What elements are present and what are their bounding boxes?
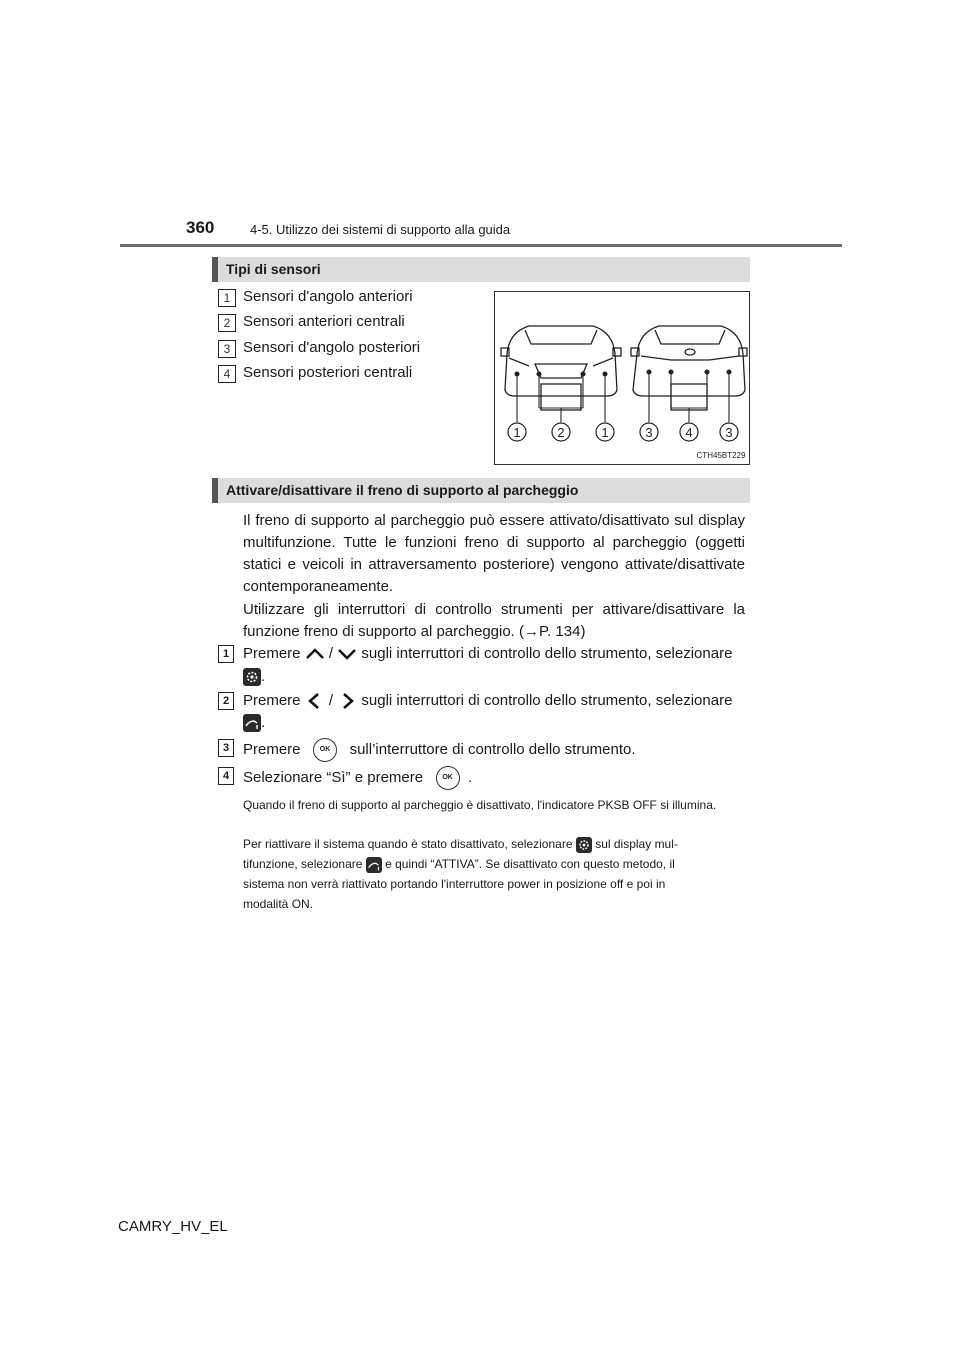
parking-support-brake-icon — [243, 714, 261, 732]
item-label: Sensori anteriori centrali — [243, 313, 405, 330]
car-front-icon — [501, 326, 621, 410]
item-label: Sensori d'angolo anteriori — [243, 288, 413, 305]
paragraph: Utilizzare gli interruttori di controllo strumenti per attivare/disattivare la funzione freno di supporto al parcheggio. (→P. 134) — [243, 601, 745, 640]
car-rear-icon — [631, 326, 747, 410]
chevron-down-icon — [337, 647, 357, 661]
callout-label: 3 — [645, 425, 653, 440]
paragraph: Il freno di supporto al parcheggio può essere attivato/disattivato sul display multifunzione. Tutte le funzioni freno di supporto al parcheggio (oggetti statici e veicoli in attraversamento posteriore) vengono attivate/disattivate contemporaneamente. — [243, 512, 745, 595]
note-line: modalità ON. — [243, 897, 314, 911]
chevron-up-icon — [305, 647, 325, 661]
settings-gear-icon — [243, 668, 261, 686]
section-title-parking-brake: Attivare/disattivare il freno di supporto al parcheggio — [212, 478, 750, 503]
settings-gear-icon — [576, 837, 592, 853]
ok-button-icon: OK — [436, 766, 460, 790]
chevron-right-icon — [337, 692, 357, 710]
step-text-part: Selezionare “Sì” e premere — [243, 768, 424, 786]
step-text-part: . — [261, 668, 266, 685]
step-number: 4 — [218, 767, 234, 785]
step-text — [243, 766, 472, 790]
note-text: sul display mul- — [595, 837, 678, 851]
step-text — [243, 738, 636, 762]
callout-label: 1 — [601, 425, 609, 440]
step-text-part: / — [328, 692, 334, 709]
car-illustration — [495, 292, 749, 464]
parking-support-brake-icon — [366, 857, 382, 873]
section-title-sensor-types: Tipi di sensori — [212, 257, 750, 282]
chevron-left-icon — [305, 692, 325, 710]
callout-label: 1 — [513, 425, 521, 440]
step-continuation — [243, 668, 265, 686]
step-continuation — [243, 714, 265, 732]
callout-label: 2 — [557, 425, 565, 440]
item-number: 2 — [218, 314, 236, 332]
note-line: sistema non verrà riattivato portando l'interruttore power in posizione off e poi in — [243, 877, 666, 891]
step-text-part: sull’interruttore di controllo dello strumento. — [349, 740, 636, 758]
callout-label: 3 — [725, 425, 733, 440]
step-text-part: . — [467, 768, 473, 786]
step-text-part: Premere — [243, 645, 301, 662]
note — [243, 834, 745, 914]
step-text-part: Premere — [243, 740, 301, 758]
item-label: Sensori d'angolo posteriori — [243, 339, 421, 356]
chapter-title: 4-5. Utilizzo dei sistemi di supporto alla guida — [250, 222, 511, 237]
step-text — [243, 692, 732, 710]
step-text-part: . — [261, 714, 266, 731]
figure-code: CTH45BT229 — [696, 451, 746, 460]
item-number: 3 — [218, 340, 236, 358]
item-number: 1 — [218, 289, 236, 307]
document-code: CAMRY_HV_EL — [118, 1218, 228, 1235]
page-number: 360 — [186, 218, 215, 237]
step-text-part: sugli interruttori di controllo dello strumento, selezionare — [361, 645, 733, 662]
step-number: 1 — [218, 645, 234, 663]
note-text: Per riattivare il sistema quando è stato disattivato, selezionare — [243, 837, 573, 851]
step-text-part: sugli interruttori di controllo dello strumento, selezionare — [361, 692, 733, 709]
step-text-part: Premere — [243, 692, 301, 709]
sensor-location-figure — [494, 291, 750, 465]
callout-label: 4 — [685, 425, 693, 440]
item-label: Sensori posteriori centrali — [243, 364, 413, 381]
note-text: tifunzione, selezionare — [243, 857, 363, 871]
note-line — [243, 854, 745, 874]
ok-button-icon: OK — [313, 738, 337, 762]
step-text — [243, 645, 732, 662]
note: Quando il freno di supporto al parcheggio è disattivato, l'indicatore PKSB OFF si illumina. — [243, 798, 717, 812]
note-text: e quindi “ATTIVA”. Se disattivato con questo metodo, il — [385, 857, 675, 871]
step-number: 3 — [218, 739, 234, 757]
note-line — [243, 834, 745, 854]
step-text-part: / — [328, 645, 334, 662]
step-number: 2 — [218, 692, 234, 710]
header-rule — [120, 244, 842, 247]
item-number: 4 — [218, 365, 236, 383]
